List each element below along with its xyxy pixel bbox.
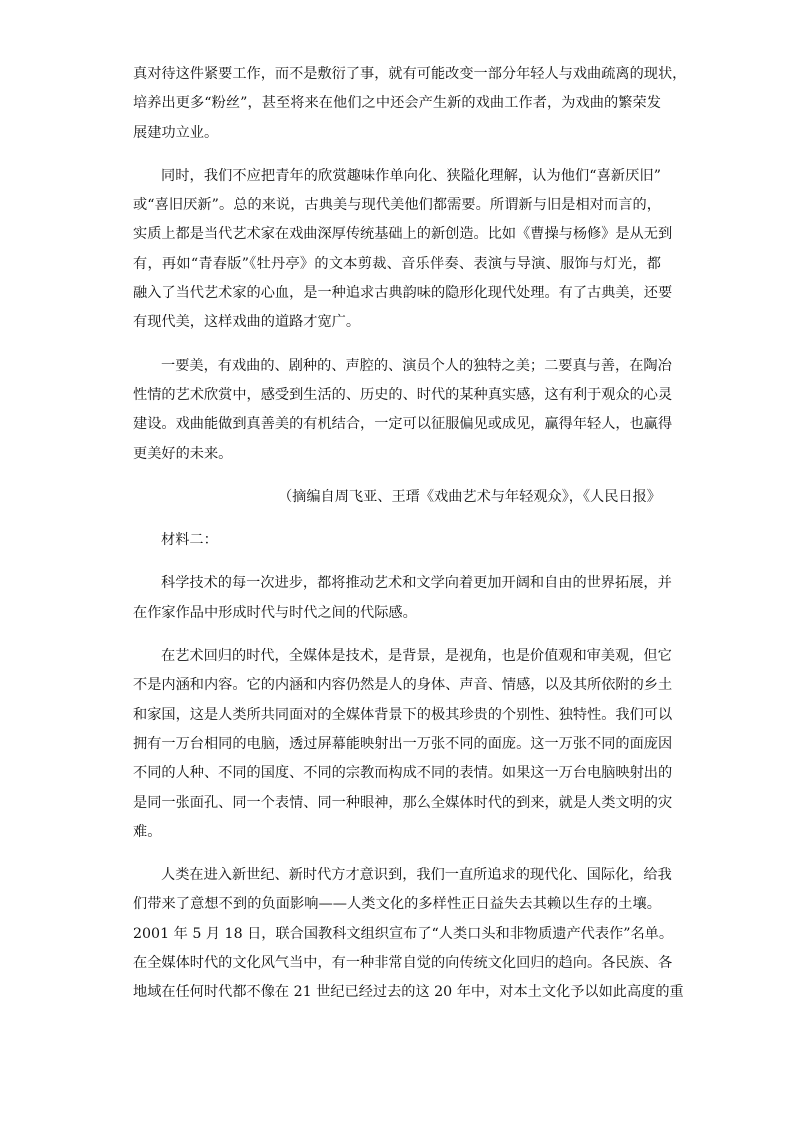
paragraph bbox=[133, 352, 673, 469]
text-line: 在艺术回归的时代，全媒体是技术，是背景，是视角，也是价值观和审美观，但它 bbox=[161, 648, 672, 665]
text-line: 展建功立业。 bbox=[133, 124, 219, 141]
paragraph bbox=[133, 162, 673, 338]
text-line: 是同一张面孔、同一个表情、同一种眼神，那么全媒体时代的到来，就是人类文明的灾 bbox=[133, 794, 673, 811]
text-line: 融入了当代艺术家的心血，是一种追求古典韵味的隐形化现代处理。有了古典美，还要 bbox=[133, 285, 673, 302]
source-citation: （摘编自周飞亚、王瑨《戏曲艺术与年轻观众》，《人民日报》 bbox=[277, 488, 661, 505]
text-line: 在作家作品中形成时代与时代之间的代际感。 bbox=[133, 604, 417, 621]
paragraph bbox=[133, 642, 673, 847]
paragraph bbox=[133, 569, 672, 628]
text-line: 建设。戏曲能做到真善美的有机结合，一定可以征服偏见或成见，赢得年轻人，也赢得 bbox=[133, 416, 673, 433]
paragraph-continuation bbox=[133, 60, 687, 148]
text-line: 科学技术的每一次进步，都将推动艺术和文学向着更加开阔和自由的世界拓展，并 bbox=[161, 575, 672, 592]
text-line: 有，再如“青春版”《牡丹亭》的文本剪裁、音乐伴奏、表演与导演、服饰与灯光，都 bbox=[133, 255, 661, 272]
text-line: 有现代美，这样戏曲的道路才宽广。 bbox=[133, 314, 361, 331]
text-line: 培养出更多“粉丝”，甚至将来在他们之中还会产生新的戏曲工作者，为戏曲的繁荣发 bbox=[133, 95, 661, 112]
text-line: 性情的艺术欣赏中，感受到生活的、历史的、时代的某种真实感，这有利于观众的心灵 bbox=[133, 386, 673, 403]
document-page bbox=[133, 60, 687, 1008]
section-heading: 材料二： bbox=[161, 532, 218, 549]
text-line: 和家国，这是人类所共同面对的全媒体背景下的极其珍贵的个别性、独特性。我们可以 bbox=[133, 706, 673, 723]
text-line: 拥有一万台相同的电脑，透过屏幕能映射出一万张不同的面庞。这一万张不同的面庞因 bbox=[133, 735, 673, 752]
text-line: 一要美，有戏曲的、剧种的、声腔的、演员个人的独特之美；二要真与善，在陶冶 bbox=[161, 357, 672, 374]
text-line: 同时，我们不应把青年的欣赏趣味作单向化、狭隘化理解，认为他们“喜新厌旧” bbox=[161, 167, 661, 184]
text-line: 不是内涵和内容。它的内涵和内容仍然是人的身体、声音、情感，以及其所依附的乡土 bbox=[133, 677, 673, 694]
text-line: 或“喜旧厌新”。总的来说，古典美与现代美他们都需要。所谓新与旧是相对而言的， bbox=[133, 197, 661, 214]
text-line: 更美好的未来。 bbox=[133, 445, 233, 462]
text-line: 人类在进入新世纪、新时代方才意识到，我们一直所追求的现代化、国际化，给我 bbox=[161, 867, 672, 884]
text-line: 真对待这件紧要工作，而不是敷衍了事，就有可能改变一部分年轻人与戏曲疏离的现状， bbox=[133, 66, 687, 82]
text-line: 实质上都是当代艺术家在戏曲深厚传统基础上的新创造。比如《曹操与杨修》是从无到 bbox=[133, 226, 673, 243]
text-line: 在全媒体时代的文化风气当中，有一种非常自觉的向传统文化回归的趋向。各民族、各 bbox=[133, 955, 673, 972]
text-line: 们带来了意想不到的负面影响——人类文化的多样性正日益失去其赖以生存的土壤。 bbox=[133, 896, 661, 913]
text-line: 难。 bbox=[133, 823, 162, 840]
paragraph bbox=[133, 861, 684, 1007]
text-line: 地域在任何时代都不像在 21 世纪已经过去的这 20 年中，对本土文化予以如此高度的重 bbox=[133, 984, 684, 1001]
text-line: 不同的人种、不同的国度、不同的宗教而构成不同的表情。如果这一万台电脑映射出的 bbox=[133, 765, 673, 782]
text-line: 2001 年 5 月 18 日，联合国教科文组织宣布了“人类口头和非物质遗产代表作”名单。 bbox=[133, 925, 674, 942]
